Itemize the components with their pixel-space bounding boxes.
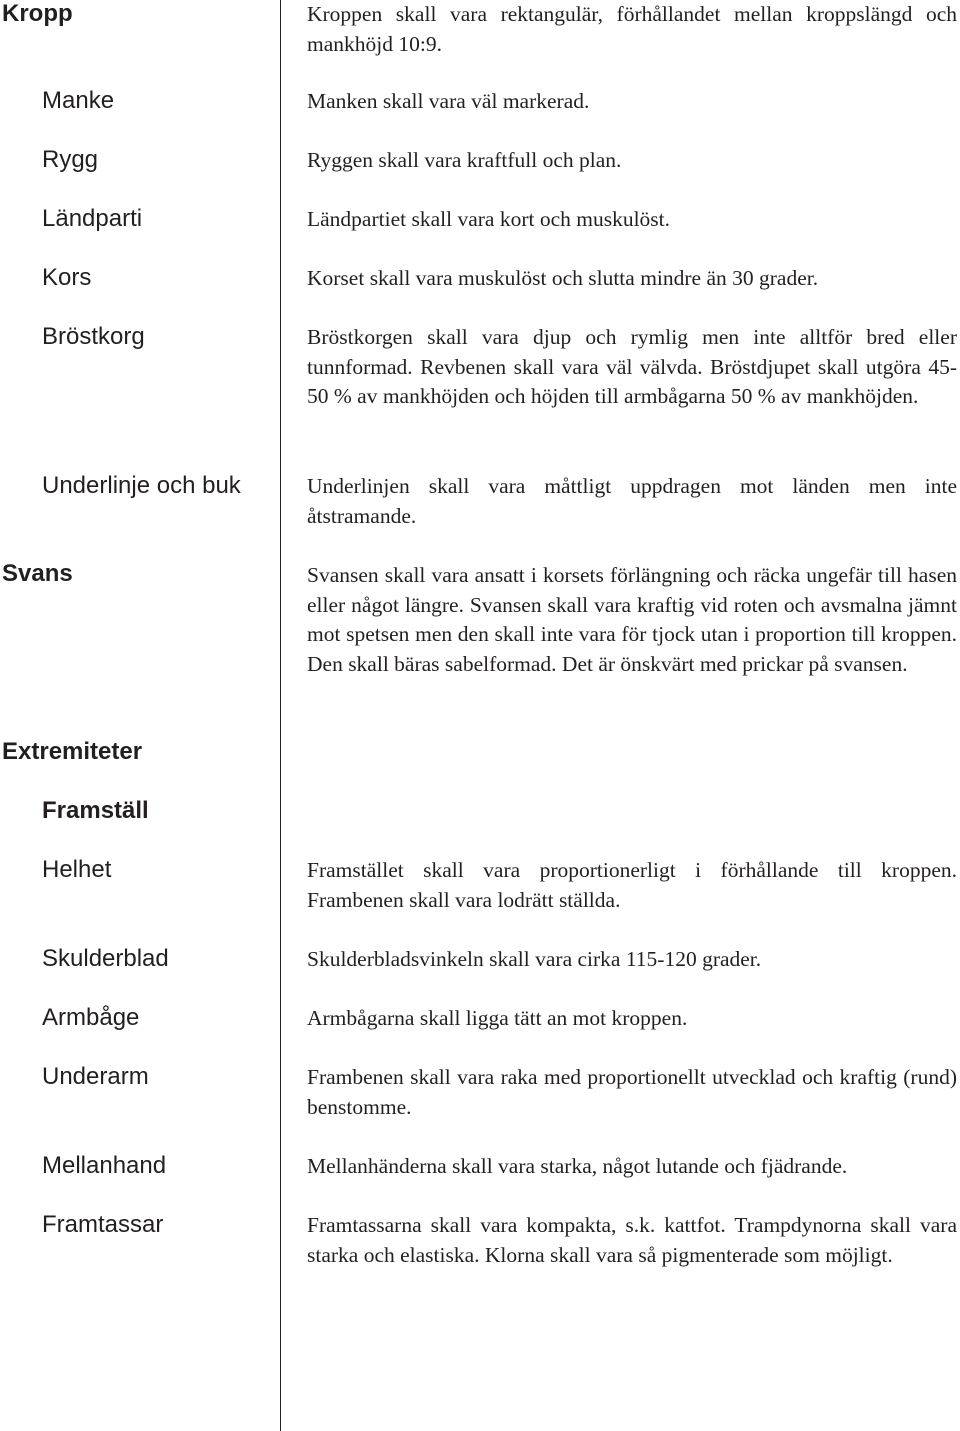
label-kors: Kors xyxy=(42,264,92,291)
text-helhet: Framstället skall vara proportionerligt i förhållande till kroppen. Frambenen skall vara lodrätt ställda. xyxy=(307,858,957,912)
label-brostkorg: Bröstkorg xyxy=(42,323,145,350)
section-heading-svans: Svans xyxy=(2,560,73,587)
label-skulderblad: Skulderblad xyxy=(42,945,169,972)
kropp-intro-text: Kroppen skall vara rektangulär, förhållandet mellan kroppslängd och mankhöjd 10:9. xyxy=(307,2,957,56)
text-armbage: Armbågarna skall ligga tätt an mot kroppen. xyxy=(307,1006,688,1030)
text-manke: Manken skall vara väl markerad. xyxy=(307,89,590,113)
text-mellanhand: Mellanhänderna skall vara starka, något lutande och fjädrande. xyxy=(307,1154,848,1178)
column-divider xyxy=(280,0,281,1431)
text-landparti: Ländpartiet skall vara kort och muskulöst. xyxy=(307,207,671,231)
text-skulderblad: Skulderbladsvinkeln skall vara cirka 115-120 grader. xyxy=(307,947,762,971)
label-underlinje-och-buk: Underlinje och buk xyxy=(42,472,241,499)
label-rygg: Rygg xyxy=(42,146,99,173)
section-heading-extremiteter: Extremiteter xyxy=(2,738,143,765)
text-underarm: Frambenen skall vara raka med proportionellt utvecklad och kraftig (rund) benstomme. xyxy=(307,1065,957,1119)
text-svans: Svansen skall vara ansatt i korsets förlängning och räcka ungefär till hasen eller något längre. Svansen skall vara kraftig vid roten och avsmalna jämnt mot spetsen men den skall inte vara för tjock utan i proportion till kroppen. Den skall bäras sabelformad. Det är önskvärt med prickar på svansen. xyxy=(307,563,957,676)
text-kors: Korset skall vara muskulöst och slutta mindre än 30 grader. xyxy=(307,266,819,290)
subheading-framstall: Framställ xyxy=(42,797,149,824)
text-rygg: Ryggen skall vara kraftfull och plan. xyxy=(307,148,622,172)
text-framtassar: Framtassarna skall vara kompakta, s.k. kattfot. Trampdynorna skall vara starka och elastiska. Klorna skall vara så pigmenterade som möjligt. xyxy=(307,1213,957,1267)
label-helhet: Helhet xyxy=(42,856,112,883)
label-framtassar: Framtassar xyxy=(42,1211,164,1238)
label-landparti: Ländparti xyxy=(42,205,143,232)
text-brostkorg: Bröstkorgen skall vara djup och rymlig men inte alltför bred eller tunnformad. Revbenen skall vara väl välvda. Bröstdjupet skall utgöra 45-50 % av mankhöjden och höjden till armbågarna 50 % av mankhöjden. xyxy=(307,325,957,408)
label-armbage: Armbåge xyxy=(42,1004,140,1031)
label-manke: Manke xyxy=(42,87,115,114)
label-mellanhand: Mellanhand xyxy=(42,1152,167,1179)
text-underlinje-och-buk: Underlinjen skall vara måttligt uppdragen mot länden men inte åtstramande. xyxy=(307,474,957,528)
section-heading-kropp: Kropp xyxy=(2,0,73,27)
label-underarm: Underarm xyxy=(42,1063,149,1090)
